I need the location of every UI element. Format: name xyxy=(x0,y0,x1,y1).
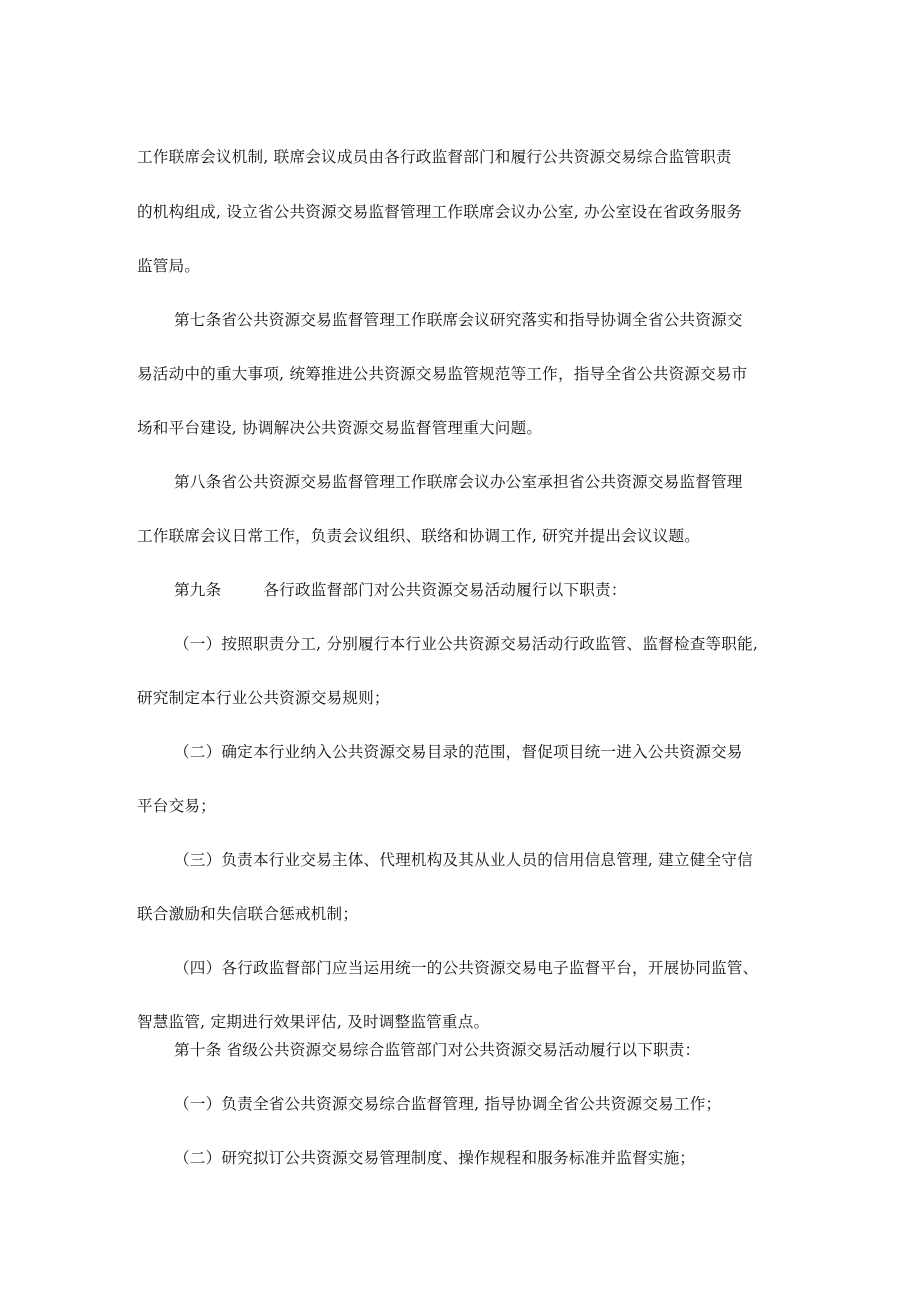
text-line: 易活动中的重大事项, 统筹推进公共资源交易监管规范等工作，指导全省公共资源交易市 xyxy=(137,365,748,383)
text-line: 的机构组成, 设立省公共资源交易监督管理工作联席会议办公室, 办公室设在省政务服务 xyxy=(137,203,742,221)
text-line: 研究制定本行业公共资源交易规则； xyxy=(137,689,390,707)
article-10-clause-1-line: （一）负责全省公共资源交易综合监督管理, 指导协调全省公共资源交易工作； xyxy=(174,1095,722,1113)
article-9-line xyxy=(174,579,627,601)
article-10-line: 第十条 省级公共资源交易综合监管部门对公共资源交易活动履行以下职责： xyxy=(174,1041,701,1059)
clause-2-line: （二）确定本行业纳入公共资源交易目录的范围，督促项目统一进入公共资源交易 xyxy=(174,743,743,761)
article-9-label: 第九条 xyxy=(174,581,222,599)
text-line: 场和平台建设, 协调解决公共资源交易监督管理重大问题。 xyxy=(137,419,543,437)
article-8-line: 第八条省公共资源交易监督管理工作联席会议办公室承担省公共资源交易监督管理 xyxy=(174,473,743,491)
article-10-clause-2-line: （二）研究拟订公共资源交易管理制度、操作规程和服务标准并监督实施； xyxy=(174,1149,696,1167)
clause-3-line: （三）负责本行业交易主体、代理机构及其从业人员的信用信息管理, 建立健全守信 xyxy=(174,851,753,869)
article-7-line: 第七条省公共资源交易监督管理工作联席会议研究落实和指导协调全省公共资源交 xyxy=(174,311,743,329)
text-line: 智慧监管, 定期进行效果评估, 及时调整监管重点。 xyxy=(137,1013,490,1031)
text-line: 平台交易； xyxy=(137,797,216,815)
text-line: 工作联席会议日常工作，负责会议组织、联络和协调工作, 研究并提出会议议题。 xyxy=(137,527,701,545)
text-line: 工作联席会议机制, 联席会议成员由各行政监督部门和履行公共资源交易综合监管职责 xyxy=(137,148,732,166)
text-line: 联合激励和失信联合惩戒机制； xyxy=(137,905,359,923)
text-line: 监管局。 xyxy=(137,257,201,275)
clause-1-line: （一）按照职责分工, 分别履行本行业公共资源交易活动行政监管、监督检查等职能, xyxy=(174,635,759,653)
article-9-text: 各行政监督部门对公共资源交易活动履行以下职责： xyxy=(263,581,627,599)
clause-4-line: （四）各行政监督部门应当运用统一的公共资源交易电子监督平台，开展协同监管、 xyxy=(174,959,759,977)
